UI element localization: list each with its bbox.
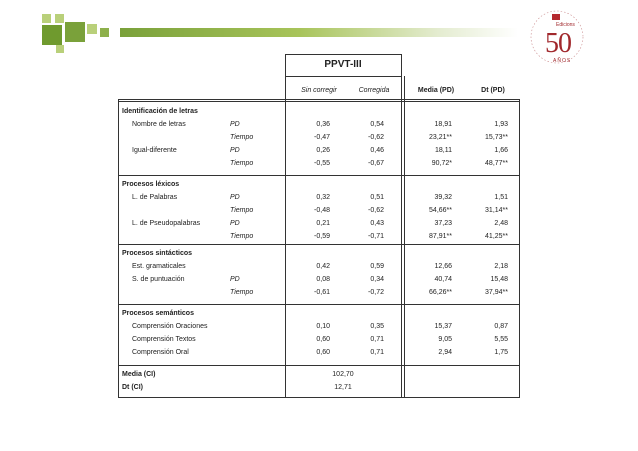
- footer-value: 12,71: [334, 384, 352, 391]
- cell-sin-corregir: 0,32: [316, 194, 330, 201]
- row-label: S. de puntuación: [132, 276, 185, 283]
- row-measure: Tiempo: [230, 289, 254, 296]
- row-measure: Tiempo: [230, 233, 254, 240]
- cell-sin-corregir: 0,08: [316, 276, 330, 283]
- section-heading: Procesos léxicos: [122, 181, 180, 188]
- cell-media: 18,11: [435, 147, 452, 154]
- table-left-rule: [118, 99, 119, 398]
- footer-label: Media (CI): [122, 371, 156, 378]
- section-heading: Procesos semánticos: [122, 310, 194, 317]
- deco-square: [56, 45, 64, 53]
- cell-media: 15,37: [434, 323, 452, 330]
- deco-square: [55, 14, 64, 23]
- cell-media: 66,26**: [429, 289, 452, 296]
- cell-dt: 2,48: [494, 220, 508, 227]
- row-label: L. de Pseudopalabras: [132, 220, 201, 227]
- cell-media: 39,32: [434, 194, 452, 201]
- row-measure: Tiempo: [230, 207, 254, 214]
- cell-corregida: 0,43: [370, 220, 384, 227]
- section-rule: [118, 304, 519, 305]
- row-measure: PD: [230, 147, 240, 154]
- header-dt: Dt (PD): [481, 87, 505, 94]
- cell-media: 23,21**: [429, 134, 452, 141]
- cell-dt: 1,66: [494, 147, 508, 154]
- header-corregida: Corregida: [358, 87, 390, 94]
- logo-mark-icon: [552, 14, 560, 20]
- cell-corregida: 0,54: [370, 121, 384, 128]
- cell-dt: 31,14**: [485, 207, 508, 214]
- cell-media: 90,72*: [431, 160, 452, 167]
- cell-dt: 15,73**: [485, 134, 508, 141]
- cell-dt: 1,51: [494, 194, 508, 201]
- logo-years: AÑOS: [553, 58, 572, 64]
- deco-square: [42, 25, 62, 45]
- column-rule: [404, 76, 405, 398]
- cell-sin-corregir: -0,47: [314, 134, 330, 141]
- cell-media: 9,05: [438, 336, 452, 343]
- cell-sin-corregir: -0,61: [314, 289, 330, 296]
- cell-corregida: -0,72: [368, 289, 384, 296]
- cell-corregida: -0,62: [368, 134, 384, 141]
- cell-dt: 2,18: [494, 263, 508, 270]
- row-measure: PD: [230, 121, 240, 128]
- header-rule-top: [118, 99, 519, 100]
- footer-value: 102,70: [332, 371, 354, 378]
- row-label: L. de Palabras: [132, 194, 178, 201]
- section-heading: Procesos sintácticos: [122, 250, 193, 257]
- cell-corregida: 0,34: [370, 276, 384, 283]
- cell-sin-corregir: 0,36: [316, 121, 330, 128]
- cell-sin-corregir: 0,21: [316, 220, 330, 227]
- cell-corregida: -0,62: [368, 207, 384, 214]
- cell-corregida: 0,71: [370, 349, 384, 356]
- header-media: Media (PD): [417, 87, 455, 94]
- column-rule: [401, 54, 402, 398]
- deco-square: [42, 14, 51, 23]
- title-box-rule: [285, 76, 401, 77]
- cell-sin-corregir: 0,26: [316, 147, 330, 154]
- cell-media: 37,23: [434, 220, 452, 227]
- row-label: Igual-diferente: [132, 147, 177, 154]
- row-measure: PD: [230, 220, 240, 227]
- cell-dt: 1,75: [494, 349, 508, 356]
- cell-sin-corregir: 0,60: [316, 336, 330, 343]
- row-measure: PD: [230, 276, 240, 283]
- table-right-rule: [519, 99, 520, 398]
- deco-square: [65, 22, 85, 42]
- table-bottom-rule: [118, 397, 519, 398]
- publisher-logo: [528, 8, 588, 70]
- logo-edition-label: Edicions: [556, 22, 575, 28]
- cell-dt: 48,77**: [485, 160, 508, 167]
- cell-corregida: 0,71: [370, 336, 384, 343]
- deco-square: [100, 28, 109, 37]
- row-measure: PD: [230, 194, 240, 201]
- cell-dt: 0,87: [494, 323, 508, 330]
- cell-dt: 1,93: [494, 121, 508, 128]
- section-rule: [118, 365, 519, 366]
- header-gradient-bar: [120, 28, 518, 37]
- cell-corregida: 0,51: [370, 194, 384, 201]
- cell-corregida: 0,59: [370, 263, 384, 270]
- cell-dt: 41,25**: [485, 233, 508, 240]
- header-sin-corregir: Sin corregir: [301, 87, 337, 94]
- row-measure: Tiempo: [230, 160, 254, 167]
- cell-sin-corregir: 0,10: [316, 323, 330, 330]
- title-box-top: [285, 54, 401, 55]
- deco-square: [87, 24, 97, 34]
- cell-sin-corregir: 0,60: [316, 349, 330, 356]
- header-rule-bottom: [118, 101, 519, 102]
- cell-media: 18,91: [434, 121, 452, 128]
- cell-media: 40,74: [434, 276, 452, 283]
- footer-label: Dt (CI): [122, 384, 143, 391]
- cell-corregida: -0,71: [368, 233, 384, 240]
- cell-media: 12,66: [434, 263, 452, 270]
- row-label: Est. gramaticales: [132, 263, 186, 270]
- cell-sin-corregir: -0,59: [314, 233, 330, 240]
- cell-dt: 15,48: [490, 276, 508, 283]
- cell-sin-corregir: -0,55: [314, 160, 330, 167]
- cell-dt: 37,94**: [485, 289, 508, 296]
- table-title: PPVT-III: [324, 59, 362, 70]
- cell-corregida: 0,46: [370, 147, 384, 154]
- cell-media: 2,94: [438, 349, 452, 356]
- section-heading: Identificación de letras: [122, 108, 198, 115]
- cell-corregida: 0,35: [370, 323, 384, 330]
- row-label: Comprensión Oral: [132, 349, 189, 356]
- cell-dt: 5,55: [494, 336, 508, 343]
- cell-sin-corregir: -0,48: [314, 207, 330, 214]
- cell-corregida: -0,67: [368, 160, 384, 167]
- row-label: Nombre de letras: [132, 121, 186, 128]
- section-rule: [118, 244, 519, 245]
- cell-media: 87,91**: [429, 233, 452, 240]
- row-label: Comprensión Oraciones: [132, 323, 208, 330]
- section-rule: [118, 175, 519, 176]
- cell-media: 54,66**: [429, 207, 452, 214]
- logo-fifty: 50: [545, 28, 571, 59]
- row-measure: Tiempo: [230, 134, 254, 141]
- row-label: Comprensión Textos: [132, 336, 196, 343]
- cell-sin-corregir: 0,42: [316, 263, 330, 270]
- column-rule: [285, 54, 286, 398]
